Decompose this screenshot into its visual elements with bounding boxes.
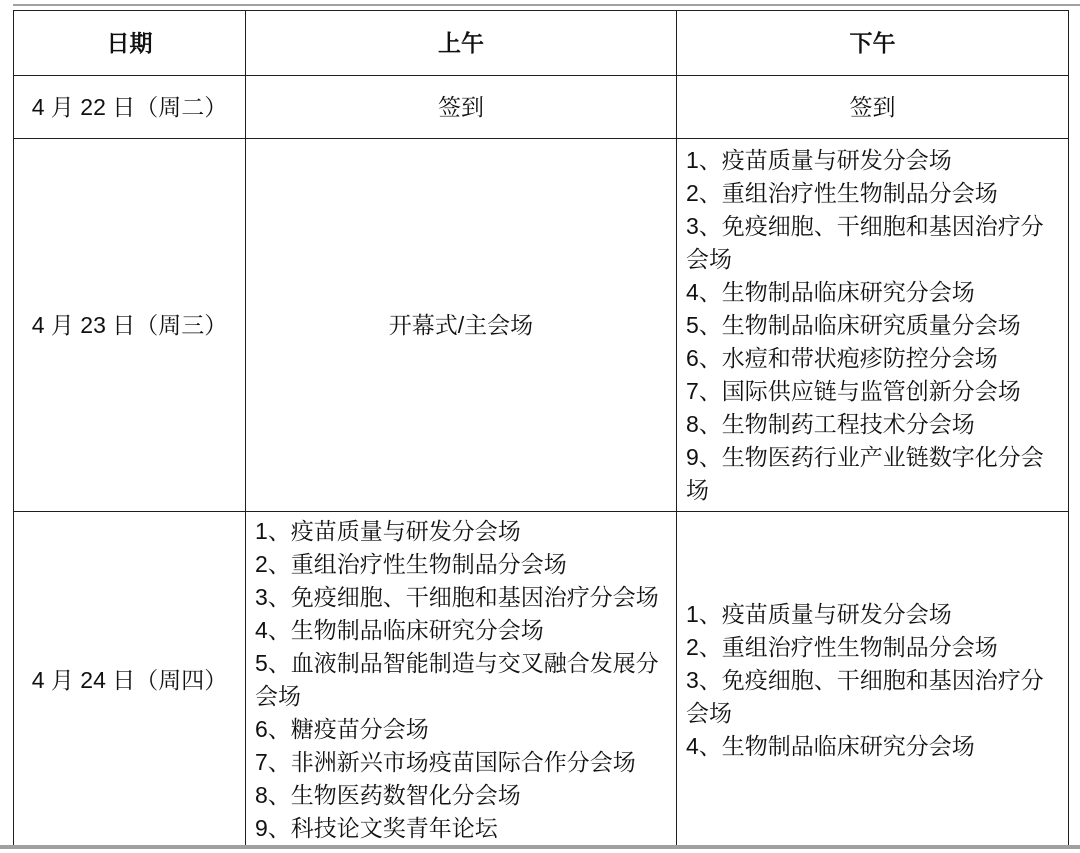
conference-schedule-table <box>13 10 1069 849</box>
table-row-apr-24 <box>14 512 1069 849</box>
morning-cell-apr-23: 开幕式/主会场 <box>246 139 677 512</box>
session-list-item: 2、重组治疗性生物制品分会场 <box>255 551 567 577</box>
page-edge-top <box>13 4 1080 6</box>
session-list-item: 4、生物制品临床研究分会场 <box>255 617 544 643</box>
session-list-item: 6、糖疫苗分会场 <box>255 716 429 742</box>
column-header-morning: 上午 <box>246 11 677 76</box>
session-list-item: 1、疫苗质量与研发分会场 <box>686 600 952 627</box>
afternoon-cell-apr-23-session-list <box>677 139 1069 512</box>
session-list-item: 3、免疫细胞、干细胞和基因治疗分会场 <box>686 212 1044 272</box>
session-list-item: 1、疫苗质量与研发分会场 <box>686 146 952 173</box>
table-header-row <box>14 11 1069 76</box>
page-edge-bottom <box>0 845 1080 849</box>
session-list-item: 5、血液制品智能制造与交叉融合发展分会场 <box>255 650 659 709</box>
morning-cell-apr-24-session-list <box>246 512 677 849</box>
session-list-item: 3、免疫细胞、干细胞和基因治疗分会场 <box>255 584 659 610</box>
column-header-afternoon: 下午 <box>677 11 1069 76</box>
afternoon-cell-apr-22: 签到 <box>677 76 1069 139</box>
date-cell-apr-23: 4 月 23 日（周三） <box>14 139 246 512</box>
column-header-date: 日期 <box>14 11 246 76</box>
session-list-item: 2、重组治疗性生物制品分会场 <box>686 179 998 206</box>
session-list-item: 6、水痘和带状疱疹防控分会场 <box>686 344 998 371</box>
table-row-apr-22 <box>14 76 1069 139</box>
session-list-item: 4、生物制品临床研究分会场 <box>686 732 975 759</box>
session-list-item: 4、生物制品临床研究分会场 <box>686 278 975 305</box>
session-list-item: 8、生物医药数智化分会场 <box>255 782 521 808</box>
afternoon-cell-apr-24-session-list <box>677 512 1069 849</box>
table-row-apr-23 <box>14 139 1069 512</box>
session-list-item: 3、免疫细胞、干细胞和基因治疗分会场 <box>686 666 1044 726</box>
date-cell-apr-22: 4 月 22 日（周二） <box>14 76 246 139</box>
session-list-item: 8、生物制药工程技术分会场 <box>686 410 975 437</box>
session-list-item: 9、科技论文奖青年论坛 <box>255 815 498 841</box>
session-list-item: 9、生物医药行业产业链数字化分会场 <box>686 443 1044 503</box>
session-list-item: 7、非洲新兴市场疫苗国际合作分会场 <box>255 749 636 775</box>
session-list-item: 7、国际供应链与监管创新分会场 <box>686 377 1021 404</box>
session-list-item: 5、生物制品临床研究质量分会场 <box>686 311 1021 338</box>
morning-cell-apr-22: 签到 <box>246 76 677 139</box>
session-list-item: 2、重组治疗性生物制品分会场 <box>686 633 998 660</box>
date-cell-apr-24: 4 月 24 日（周四） <box>14 512 246 849</box>
session-list-item: 1、疫苗质量与研发分会场 <box>255 518 521 544</box>
